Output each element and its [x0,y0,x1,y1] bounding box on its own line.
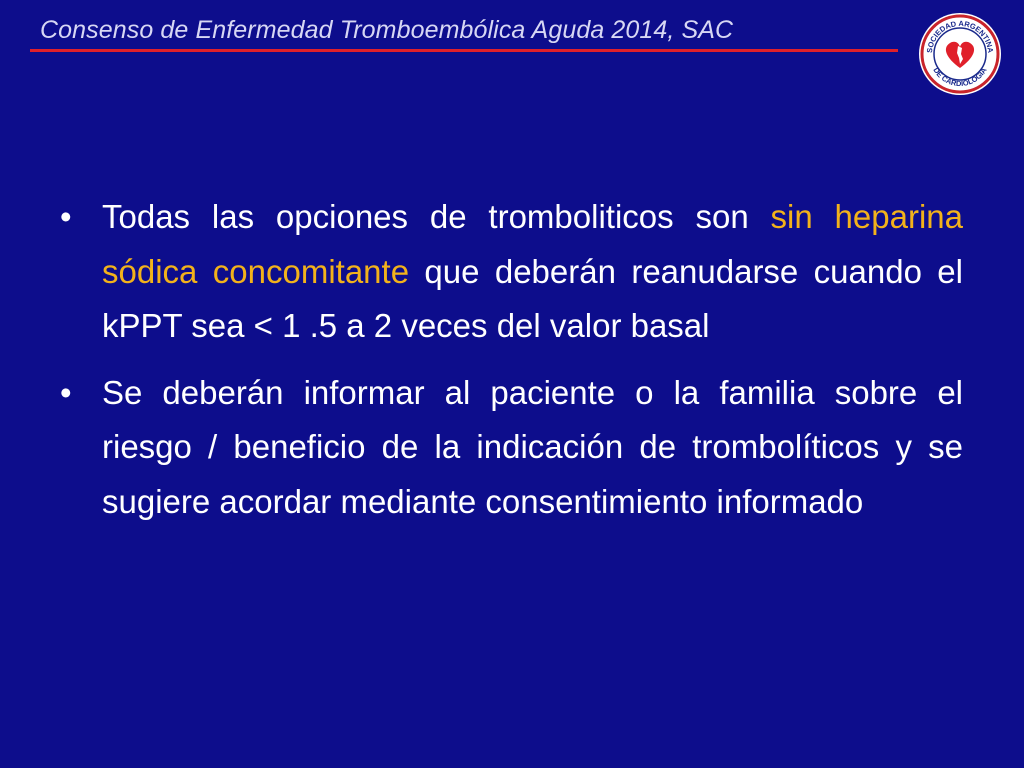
sac-logo [918,12,1002,96]
bullet-text: Se deberán informar al paciente o la familia sobre el riesgo / beneficio de la indicación de trombolíticos y se sugiere acordar mediante consentimiento informado [102,373,963,520]
bullet-item-2 [60,366,963,530]
bullet-text-part2: que deberán reanudarse cuando el kPPT sea < 1 .5 a 2 veces del valor basal [102,252,963,344]
highlight-text: sin heparina sódica concomitante [102,198,963,290]
bullet-item-1 [60,190,963,354]
slide-body [60,190,963,541]
logo-text-bottom: DE CARDIOLOGIA [931,65,989,89]
bullet-text-part1: Todas las opciones de tromboliticos son [102,198,771,235]
slide-header-title: Consenso de Enfermedad Tromboembólica Aguda 2014, SAC [40,16,734,44]
bullet-dot: • [60,373,72,411]
logo-text-top: SOCIEDAD ARGENTINA [924,18,996,54]
sac-logo-icon [918,12,1002,96]
bullet-dot: • [60,198,72,235]
header-divider [30,49,898,52]
